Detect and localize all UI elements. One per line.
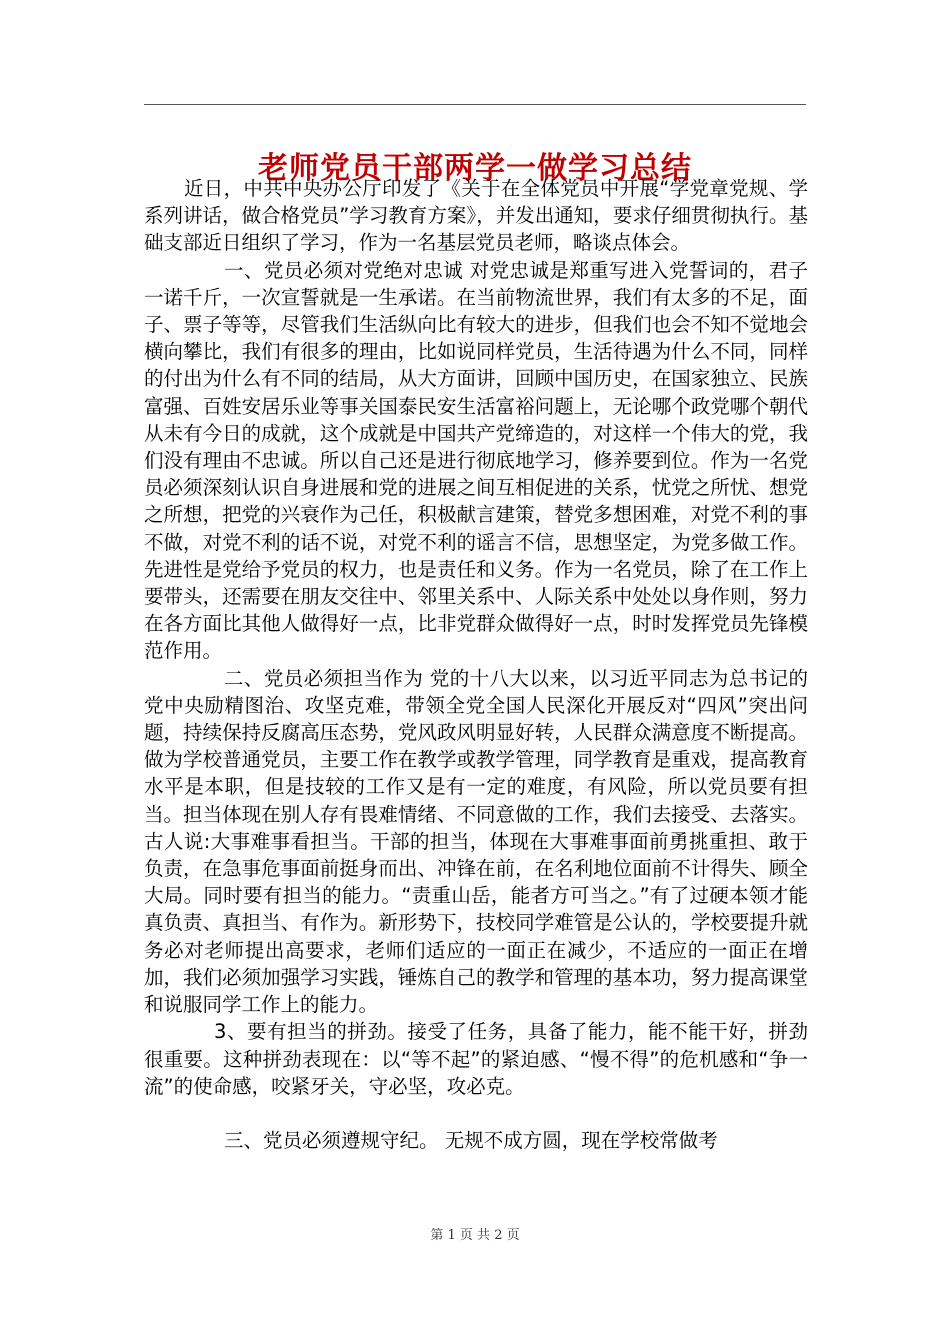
paragraph-intro: 近日，中共中央办公厅印发了《关于在全体党员中开展“学党章党规、学系列讲话，做合格党员”学习教育方案》，并发出通知，要求仔细贯彻执行。基础支部近日组织了学习，作为一名基层党员老师，略谈点体会。 (144, 177, 808, 255)
page-footer: 第 1 页 共 2 页 (430, 1228, 520, 1243)
paragraph-section-2: 二、党员必须担当作为 党的十八大以来，以习近平同志为总书记的党中央励精图治、攻坚克难，带领全党全国人民深化开展反对“四风”突出问题，持续保持反腐高压态势，党风政风明显好转，人民群众满意度不断提高。做为学校普通党员，主要工作在教学或教学管理，同学教育是重戏，提高教育水平是本职，但是技较的工作又是有一定的难度，有风险，所以党员要有担当。担当体现在别人存有畏难情绪、不同意做的工作，我们去接受、去落实。古人说:大事难事看担当。干部的担当，体现在大事难事面前勇挑重担、敢于负责，在急事危事面前挺身而出、冲锋在前，在名利地位面前不计得失、顾全大局。同时要有担当的能力。“责重山岳，能者方可当之。”有了过硬本领才能真负责、真担当、有作为。新形势下，技校同学难管是公认的，学校要提升就务必对老师提出高要求，老师们适应的一面正在减少，不适应的一面正在增加，我们必须加强学习实践，锤炼自己的教学和管理的基本功，努力提高课堂和说服同学工作上的能力。 (144, 666, 808, 1017)
paragraph-section-1: 一、党员必须对党绝对忠诚 对党忠诚是郑重写进入党誓词的，君子一诺千斤，一次宣誓就是一生承诺。在当前物流世界，我们有太多的不足，面子、票子等等，尽管我们生活纵向比有较大的进步，但我们也会不知不觉地会横向攀比，我们有很多的理由，比如说同样党员，生活待遇为什么不同，同样的付出为什么有不同的结局，从大方面讲，回顾中国历史，在国家独立、民族富强、百姓安居乐业等事关国泰民安生活富裕问题上，无论哪个政党哪个朝代从未有今日的成就，这个成就是中国共产党缔造的，对这样一个伟大的党，我们没有理由不忠诚。所以自己还是进行彻底地学习，修养要到位。作为一名党员必须深刻认识自身进展和党的进展之间互相促进的关系，忧党之所忧、想党之所想，把党的兴衰作为己任，积极献言建策，替党多想困难，对党不利的事不做，对党不利的话不说，对党不利的谣言不信，思想坚定，为党多做工作。先进性是党给予党员的权力，也是责任和义务。作为一名党员，除了在工作上要带头，还需要在朋友交往中、邻里关系中、人际关系中处处以身作则，努力在各方面比其他人做得好一点，比非党群众做得好一点，时时发挥党员先锋模范作用。 (144, 258, 808, 663)
paragraph-point-3: 3、要有担当的拼劲。接受了任务，具备了能力，能不能干好，拼劲很重要。这种拼劲表现在：以“等不起”的紧迫感、“慢不得”的危机感和“争一流”的使命感，咬紧牙关，守必坚，攻必克。 (144, 1020, 808, 1098)
header-divider (144, 104, 806, 105)
document-title: 老师党员干部两学一做学习总结 (258, 151, 692, 187)
document-body (144, 175, 808, 1154)
paragraph-section-3: 三、党员必须遵规守纪。 无规不成方圆，现在学校常做考 (224, 1128, 718, 1152)
